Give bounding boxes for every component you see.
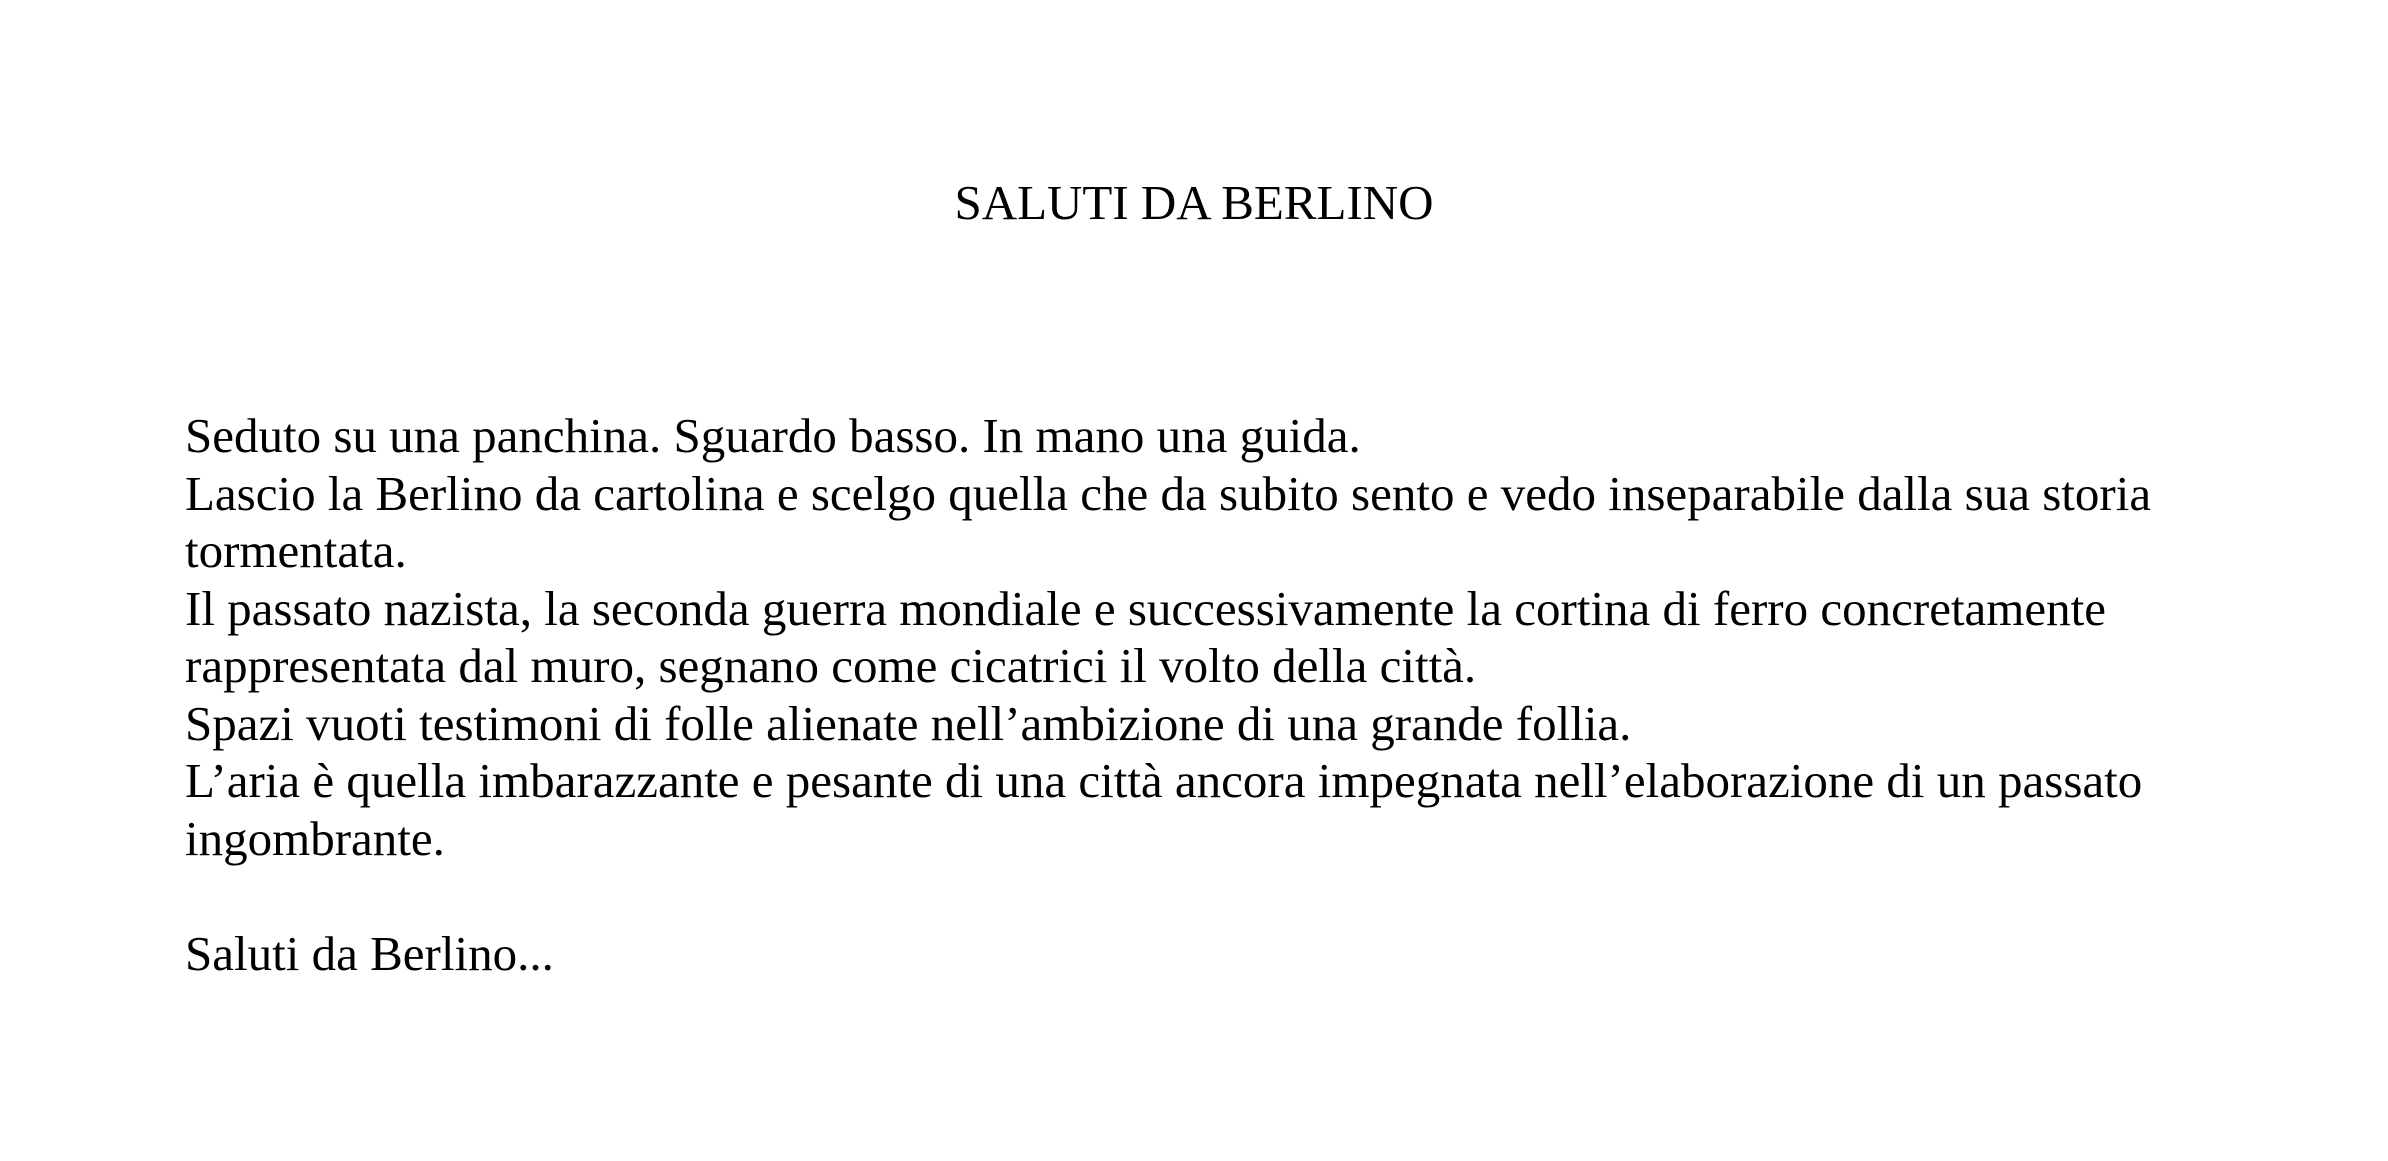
closing-line: Saluti da Berlino...	[185, 925, 554, 981]
body-line: tormentata.	[185, 523, 407, 578]
body-line: Lascio la Berlino da cartolina e scelgo quella che da subito sento e vedo inseparabile dalla sua storia	[185, 465, 2152, 521]
body-line: ingombrante.	[185, 810, 445, 866]
body-line: Il passato nazista, la seconda guerra mondiale e successivamente la cortina di ferro concretamente	[185, 580, 2107, 636]
document-body	[185, 407, 2285, 982]
document-title: SALUTI DA BERLINO	[954, 175, 1434, 230]
body-line: rappresentata dal muro, segnano come cicatrici il volto della città.	[185, 638, 1477, 693]
body-line: Spazi vuoti testimoni di folle alienate nell’ambizione di una grande follia.	[185, 695, 1632, 751]
body-line: Seduto su una panchina. Sguardo basso. In mano una guida.	[185, 408, 1361, 463]
paragraph-gap	[185, 867, 2285, 925]
body-line: L’aria è quella imbarazzante e pesante di una città ancora impegnata nell’elaborazione di un passato	[185, 753, 2143, 808]
